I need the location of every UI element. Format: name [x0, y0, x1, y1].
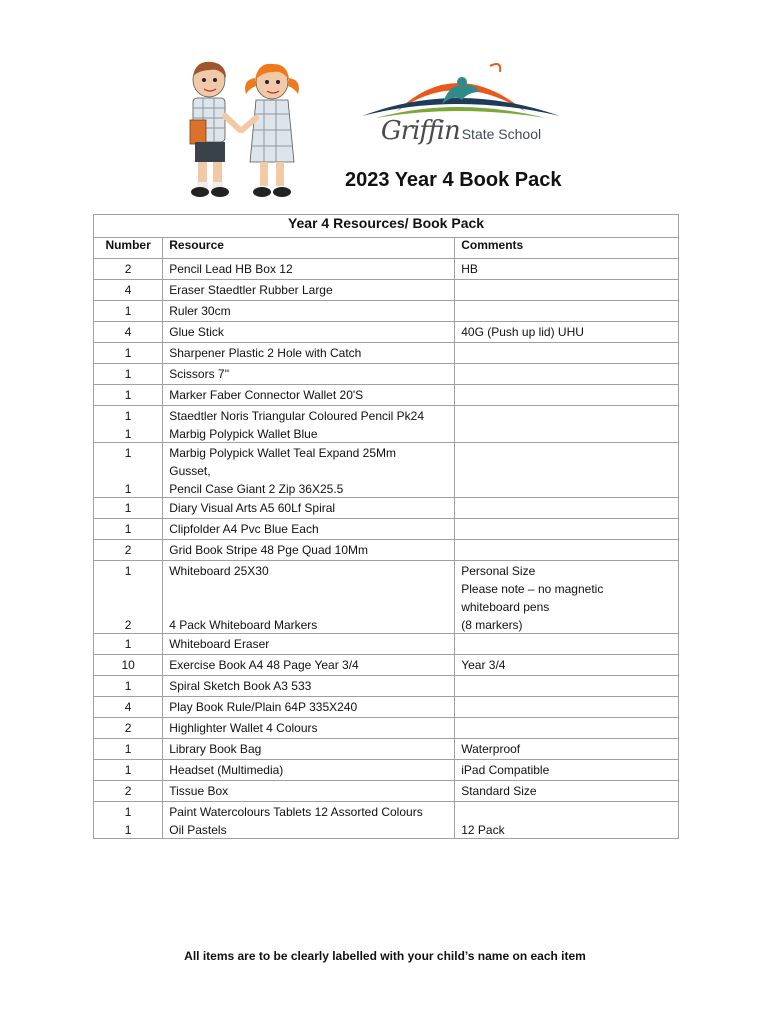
table-row: [94, 676, 679, 697]
item-quantity: 1: [124, 501, 132, 515]
item-resource: Diary Visual Arts A5 60Lf Spiral: [169, 501, 336, 515]
item-quantity-cell: [94, 676, 163, 697]
table-row: [94, 259, 679, 280]
item-quantity-cell: [94, 634, 163, 655]
item-quantity-cell: [94, 781, 163, 802]
item-resource: [169, 579, 448, 597]
item-resource-cell: [163, 561, 455, 634]
item-comment-cell: [455, 301, 679, 322]
item-resource-cell: [163, 343, 455, 364]
item-quantity: 4: [124, 325, 132, 339]
item-comment-cell: [455, 385, 679, 406]
item-comment-cell: [455, 802, 679, 839]
item-comment-cell: [455, 634, 679, 655]
item-quantity-cell: [94, 540, 163, 561]
table-caption: Year 4 Resources/ Book Pack: [94, 215, 679, 238]
item-resource-cell: [163, 406, 455, 443]
book-pack-table: [93, 214, 679, 839]
item-quantity: 10: [121, 658, 135, 672]
item-quantity: 1: [124, 304, 132, 318]
page-title: 2023 Year 4 Book Pack: [345, 169, 562, 191]
item-comment-cell: [455, 760, 679, 781]
item-resource: Whiteboard Eraser: [169, 637, 270, 651]
item-comment-cell: [455, 781, 679, 802]
item-resource: Eraser Staedtler Rubber Large: [169, 283, 333, 297]
item-resource: Oil Pastels: [169, 823, 227, 837]
item-resource: Pencil Case Giant 2 Zip 36X25.5: [169, 482, 344, 496]
item-quantity: 1: [124, 823, 132, 837]
item-resource-cell: [163, 385, 455, 406]
logo-griffin-text: Griffin: [380, 116, 460, 146]
item-resource: Tissue Box: [169, 784, 229, 798]
table-row: [94, 301, 679, 322]
item-quantity: 1: [124, 742, 132, 756]
item-resource: Staedtler Noris Triangular Coloured Pencil Pk24: [169, 409, 425, 423]
item-resource-cell: [163, 697, 455, 718]
item-quantity: [100, 597, 156, 615]
item-quantity-cell: [94, 259, 163, 280]
item-comment-cell: [455, 655, 679, 676]
item-quantity-cell: [94, 443, 163, 498]
item-quantity: 1: [124, 763, 132, 777]
item-resource: Headset (Multimedia): [169, 763, 284, 777]
table-row: [94, 561, 679, 634]
item-quantity: 1: [124, 446, 132, 460]
item-quantity-cell: [94, 561, 163, 634]
item-quantity: 1: [124, 409, 132, 423]
item-comment-cell: [455, 697, 679, 718]
girl-figure: [242, 64, 299, 197]
item-comment: HB: [461, 262, 478, 276]
item-quantity-cell: [94, 385, 163, 406]
item-quantity: 1: [124, 427, 132, 441]
item-resource-cell: [163, 443, 455, 498]
item-quantity: 1: [124, 679, 132, 693]
item-quantity: 2: [124, 618, 132, 632]
item-resource-cell: [163, 364, 455, 385]
item-comment-cell: [455, 519, 679, 540]
item-resource: Scissors 7'': [169, 367, 230, 381]
item-resource-cell: [163, 322, 455, 343]
item-quantity-cell: [94, 322, 163, 343]
item-comment-cell: [455, 498, 679, 519]
item-quantity-cell: [94, 760, 163, 781]
table-row: [94, 519, 679, 540]
item-quantity-cell: [94, 280, 163, 301]
item-quantity-cell: [94, 697, 163, 718]
item-comment-cell: [455, 561, 679, 634]
item-quantity: 1: [124, 522, 132, 536]
item-resource: Spiral Sketch Book A3 533: [169, 679, 312, 693]
item-resource: Exercise Book A4 48 Page Year 3/4: [169, 658, 359, 672]
item-resource: Pencil Lead HB Box 12: [169, 262, 293, 276]
item-quantity: 1: [124, 564, 132, 578]
item-resource: Paint Watercolours Tablets 12 Assorted Colours: [169, 805, 423, 819]
item-quantity-cell: [94, 406, 163, 443]
item-quantity-cell: [94, 343, 163, 364]
header-comments: Comments: [455, 238, 679, 259]
table-row: [94, 760, 679, 781]
item-resource: Marbig Polypick Wallet Teal Expand 25Mm: [169, 446, 396, 460]
book-logo-graphic: [356, 58, 566, 118]
item-resource-cell: [163, 498, 455, 519]
table-body: [94, 259, 679, 839]
item-resource-cell: [163, 718, 455, 739]
item-resource-cell: [163, 519, 455, 540]
item-resource: Ruler 30cm: [169, 304, 231, 318]
item-resource: Clipfolder A4 Pvc Blue Each: [169, 522, 319, 536]
item-quantity: 1: [124, 346, 132, 360]
item-resource-cell: [163, 802, 455, 839]
item-comment: (8 markers): [461, 618, 523, 632]
item-comment: Year 3/4: [461, 658, 506, 672]
item-comment-cell: [455, 364, 679, 385]
item-quantity-cell: [94, 655, 163, 676]
item-resource-cell: [163, 259, 455, 280]
item-comment: Standard Size: [461, 784, 537, 798]
item-resource-cell: [163, 634, 455, 655]
footer-note: All items are to be clearly labelled with your child’s name on each item: [184, 949, 586, 963]
school-logo: [356, 58, 566, 156]
item-comment: 40G (Push up lid) UHU: [461, 325, 584, 339]
item-resource: Play Book Rule/Plain 64P 335X240: [169, 700, 358, 714]
table-row: [94, 498, 679, 519]
item-resource-cell: [163, 781, 455, 802]
item-comment: Personal Size: [461, 564, 536, 578]
item-resource: Marbig Polypick Wallet Blue: [169, 427, 318, 441]
item-comment-cell: [455, 406, 679, 443]
item-quantity-cell: [94, 364, 163, 385]
item-quantity: 1: [124, 482, 132, 496]
item-resource: Whiteboard 25X30: [169, 564, 269, 578]
item-resource-cell: [163, 739, 455, 760]
table-row: [94, 280, 679, 301]
item-quantity: 4: [124, 283, 132, 297]
item-comment-cell: [455, 443, 679, 498]
item-resource: Grid Book Stripe 48 Pge Quad 10Mm: [169, 543, 369, 557]
item-resource-cell: [163, 540, 455, 561]
item-resource: Library Book Bag: [169, 742, 262, 756]
item-resource-cell: [163, 676, 455, 697]
table-row: [94, 322, 679, 343]
item-comment-cell: [455, 343, 679, 364]
table-row: [94, 364, 679, 385]
table-row: [94, 634, 679, 655]
item-resource-cell: [163, 280, 455, 301]
item-quantity: 2: [124, 721, 132, 735]
item-resource-cell: [163, 301, 455, 322]
item-comment-cell: [455, 676, 679, 697]
item-resource: Marker Faber Connector Wallet 20'S: [169, 388, 364, 402]
item-resource: Gusset,: [169, 464, 211, 478]
header-resource: Resource: [163, 238, 455, 259]
item-quantity: 4: [124, 700, 132, 714]
item-comment-cell: [455, 280, 679, 301]
item-quantity-cell: [94, 498, 163, 519]
table-row: [94, 406, 679, 443]
table-row: [94, 718, 679, 739]
boy-figure: [190, 62, 240, 197]
children-illustration: [176, 58, 310, 206]
item-quantity-cell: [94, 519, 163, 540]
item-comment-cell: [455, 540, 679, 561]
item-resource: Sharpener Plastic 2 Hole with Catch: [169, 346, 362, 360]
item-quantity: 2: [124, 262, 132, 276]
item-quantity-cell: [94, 739, 163, 760]
table-row: [94, 655, 679, 676]
header-number: Number: [94, 238, 163, 259]
item-comment: iPad Compatible: [461, 763, 550, 777]
item-resource: Highlighter Wallet 4 Colours: [169, 721, 318, 735]
item-comment: Waterproof: [461, 742, 521, 756]
item-comment: Please note – no magnetic: [461, 582, 604, 596]
item-quantity: [100, 579, 156, 597]
item-comment-cell: [455, 718, 679, 739]
table-row: [94, 540, 679, 561]
item-comment-cell: [455, 322, 679, 343]
table-row: [94, 739, 679, 760]
item-resource: 4 Pack Whiteboard Markers: [169, 618, 318, 632]
table-row: [94, 697, 679, 718]
item-quantity-cell: [94, 301, 163, 322]
item-resource-cell: [163, 760, 455, 781]
item-quantity: 1: [124, 367, 132, 381]
item-comment-cell: [455, 739, 679, 760]
item-resource: Glue Stick: [169, 325, 224, 339]
table-row: [94, 343, 679, 364]
table-row: [94, 385, 679, 406]
item-comment-cell: [455, 259, 679, 280]
table-row: [94, 781, 679, 802]
logo-school-text: State School: [461, 126, 542, 142]
item-quantity-cell: [94, 718, 163, 739]
item-comment: whiteboard pens: [461, 600, 550, 614]
item-quantity-cell: [94, 802, 163, 839]
table-row: [94, 802, 679, 839]
item-resource-cell: [163, 655, 455, 676]
table-row: [94, 443, 679, 498]
item-quantity: [100, 461, 156, 479]
item-comment: 12 Pack: [461, 823, 505, 837]
item-quantity: 1: [124, 388, 132, 402]
item-quantity: 1: [124, 805, 132, 819]
item-resource: [169, 597, 448, 615]
item-quantity: 1: [124, 637, 132, 651]
item-comment: [461, 802, 672, 820]
item-quantity: 2: [124, 784, 132, 798]
item-quantity: 2: [124, 543, 132, 557]
